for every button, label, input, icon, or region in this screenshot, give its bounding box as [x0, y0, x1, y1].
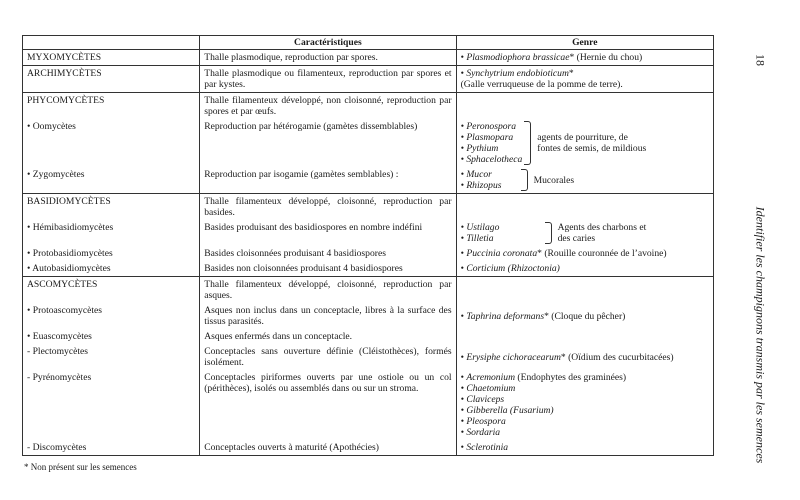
- genus-line: • Acremonium (Endophytes des graminées): [460, 372, 627, 383]
- genus-name: Erysiphe cichoracearum: [466, 351, 561, 363]
- characteristics: Conceptacles piriformes ouverts par une ostiole ou un col (périthèces), isolés ou assemblés dans ou sur un stroma.: [200, 370, 456, 440]
- table-row: [23, 440, 714, 456]
- header-caracteristiques: Caractéristiques: [200, 36, 456, 50]
- genus-cell: [456, 329, 713, 344]
- characteristics: Conceptacles ouverts à maturité (Apothécies): [200, 440, 456, 456]
- table-row: [23, 66, 714, 93]
- footnote: * Non présent sur les semences: [24, 462, 137, 472]
- genus-group-note: Agents des charbons et des caries: [557, 222, 647, 244]
- genus-cell: • Sclerotinia: [460, 442, 509, 453]
- genus-name: • Gibberella (Fusarium): [460, 405, 554, 416]
- characteristics: Thalle plasmodique, reproduction par spores.: [200, 50, 456, 66]
- genus-cell: [456, 93, 713, 120]
- group-name: BASIDIOMYCÈTES: [23, 194, 200, 221]
- genus-name: Synchytrium endobioticum: [466, 68, 569, 79]
- asterisk-mark: *: [560, 351, 566, 363]
- genus-name: Puccinia coronata: [466, 248, 538, 259]
- asterisk-mark: *: [569, 52, 575, 63]
- genus-name: Acremonium: [466, 372, 515, 383]
- table-row: [23, 277, 714, 304]
- table-row: [23, 194, 714, 221]
- table-row: [23, 370, 714, 440]
- fungi-classification-table: [22, 35, 714, 456]
- genus-name: • Chaetomium: [460, 383, 516, 394]
- genus-name: • Ustilago: [460, 222, 500, 233]
- asterisk-mark: *: [537, 248, 542, 259]
- table-row: [23, 261, 714, 277]
- characteristics: Conceptacles sans ouverture définie (Cléistothèces), formés isolément.: [200, 344, 456, 370]
- genus-name: • Sordaria: [460, 427, 501, 438]
- table-row: [23, 93, 714, 120]
- genus-name: Plasmodiophora brassicae: [466, 52, 570, 63]
- genus-cell: • Puccinia coronata* (Rouille couronnée de l’avoine): [460, 248, 667, 259]
- genus-cell: • Taphrina deformans* (Cloque du pêcher): [460, 310, 626, 322]
- genus-note: (Oïdium des cucurbitacées): [565, 351, 674, 363]
- genus-cell: [456, 119, 713, 167]
- genus-name: Sclerotinia: [466, 442, 509, 453]
- group-name: MYXOMYCÈTES: [23, 50, 200, 66]
- genus-name: • Plasmopara: [460, 132, 514, 143]
- genus-cell: [456, 167, 713, 194]
- genus-group-note: agents de pourriture, de fontes de semis, de mildious: [537, 132, 647, 154]
- genus-list: [461, 222, 543, 244]
- header-group: [23, 36, 200, 50]
- subgroup-name: - Plectomycètes: [23, 344, 200, 370]
- genus-name: • Mucor: [460, 169, 492, 180]
- subgroup-name: • Protobasidiomycètes: [23, 246, 200, 261]
- genus-note: (Rouille couronnée de l’avoine): [541, 248, 667, 259]
- genus-note: (Cloque du pêcher): [548, 310, 626, 322]
- genus-cell: • Synchytrium endobioticum* (Galle verruqueuse de la pomme de terre).: [456, 66, 713, 93]
- genus-cell: [456, 194, 713, 221]
- genus-name: Corticium (Rhizoctonia): [466, 263, 560, 274]
- genus-name: • Claviceps: [460, 394, 505, 405]
- characteristics: Reproduction par isogamie (gamètes semblables) :: [200, 167, 456, 194]
- subgroup-name: - Discomycètes: [23, 440, 200, 456]
- brace-icon: [524, 121, 531, 165]
- table-row: [23, 167, 714, 194]
- genus-name: Taphrina deformans: [466, 310, 545, 322]
- characteristics: Asques non inclus dans un conceptacle, libres à la surface des tissus parasités.: [200, 303, 456, 329]
- genus-brace-group: [461, 169, 709, 191]
- subgroup-name: • Euascomycètes: [23, 329, 200, 344]
- characteristics: Thalle filamenteux développé, cloisonné, reproduction par basides.: [200, 194, 456, 221]
- table-row: [23, 246, 714, 261]
- page-number: 18: [753, 54, 768, 66]
- genus-list: [461, 121, 523, 165]
- characteristics: Basides non cloisonnées produisant 4 basidiospores: [200, 261, 456, 277]
- header-genre: Genre: [456, 36, 713, 50]
- table-row: [23, 303, 714, 329]
- genus-note: (Galle verruqueuse de la pomme de terre).: [460, 79, 623, 90]
- characteristics: Basides produisant des basidiospores en nombre indéfini: [200, 220, 456, 246]
- table-row: [23, 329, 714, 344]
- table-row: [23, 344, 714, 370]
- characteristics: Thalle plasmodique ou filamenteux, reproduction par spores et par kystes.: [200, 66, 456, 93]
- genus-name: • Peronospora: [460, 121, 517, 132]
- subgroup-name: • Protoascomycètes: [23, 303, 200, 329]
- subgroup-name: - Pyrénomycètes: [23, 370, 200, 440]
- genus-cell: • Plasmodiophora brassicae* (Hernie du chou): [456, 50, 713, 66]
- characteristics: Thalle filamenteux développé, cloisonné, reproduction par asques.: [200, 277, 456, 304]
- asterisk-mark: *: [568, 68, 574, 79]
- brace-icon: [521, 169, 528, 191]
- genus-brace-group: [461, 222, 709, 244]
- characteristics: Asques enfermés dans un conceptacle.: [200, 329, 456, 344]
- genus-cell: • Corticium (Rhizoctonia): [460, 263, 560, 274]
- subgroup-name: • Oomycètes: [23, 119, 200, 167]
- characteristics: Thalle filamenteux développé, non cloisonné, reproduction par spores et par œufs.: [200, 93, 456, 120]
- characteristics: Reproduction par hétérogamie (gamètes dissemblables): [200, 119, 456, 167]
- genus-cell: • Erysiphe cichoracearum* (Oïdium des cucurbitacées): [460, 351, 674, 363]
- genus-name: • Pythium: [460, 143, 499, 154]
- genus-note: (Hernie du chou): [574, 52, 643, 63]
- subgroup-name: • Autobasidiomycètes: [23, 261, 200, 277]
- genus-cell: [456, 370, 713, 440]
- genus-name: • Rhizopus: [460, 180, 502, 191]
- genus-group-note: Mucorales: [533, 174, 575, 186]
- characteristics: Basides cloisonnées produisant 4 basidiospores: [200, 246, 456, 261]
- genus-cell: [456, 220, 713, 246]
- subgroup-name: • Zygomycètes: [23, 167, 200, 194]
- genus-list: [461, 169, 519, 191]
- genus-note: (Endophytes des graminées): [515, 372, 627, 383]
- table-row: [23, 50, 714, 66]
- genus-name: • Pleospora: [460, 416, 506, 427]
- genus-brace-group: [461, 121, 709, 165]
- table-row: [23, 119, 714, 167]
- brace-icon: [545, 222, 552, 244]
- running-title: Identifier les champignons transmis par les semences: [753, 206, 768, 464]
- table-row: [23, 220, 714, 246]
- table-header-row: [23, 36, 714, 50]
- asterisk-mark: *: [544, 310, 549, 322]
- subgroup-name: • Hémibasidiomycètes: [23, 220, 200, 246]
- genus-name: • Tilletia: [460, 233, 494, 244]
- group-name: ARCHIMYCÈTES: [23, 66, 200, 93]
- genus-name: • Sphacelotheca: [460, 154, 523, 165]
- genus-cell: [456, 277, 713, 304]
- group-name: PHYCOMYCÈTES: [23, 93, 200, 120]
- group-name: ASCOMYCÈTES: [23, 277, 200, 304]
